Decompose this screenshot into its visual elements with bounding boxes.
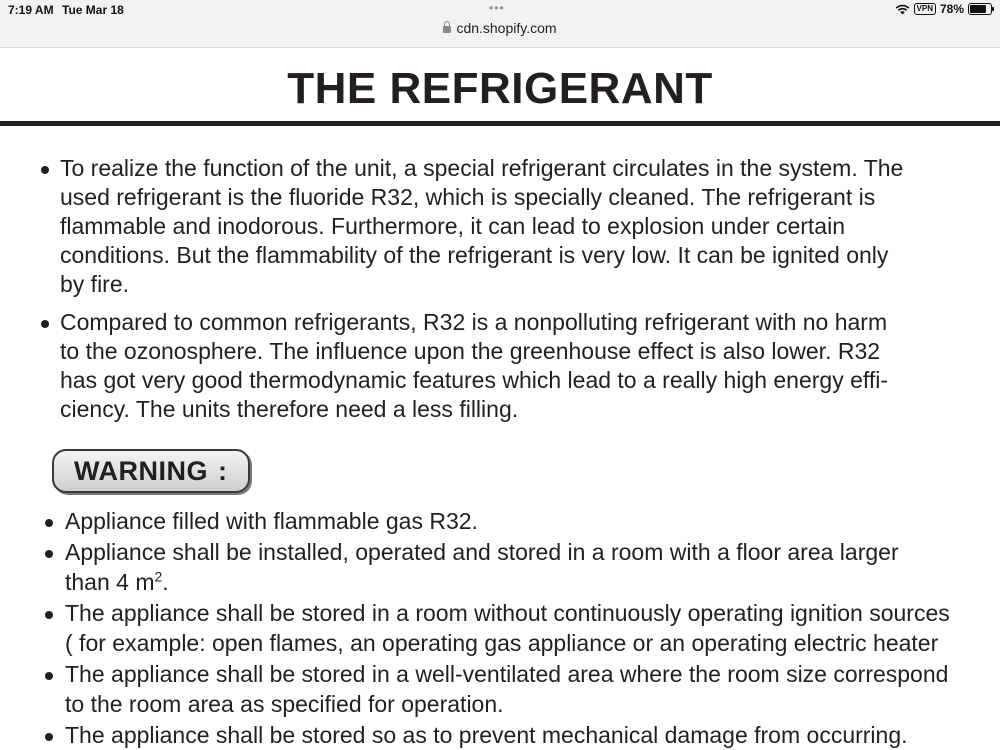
text-line: conditions. But the flammability of the refrigerant is very low. It can be ignited only <box>60 242 889 268</box>
text-line: The appliance shall be stored in a well-ventilated area where the room size correspond <box>65 660 949 687</box>
warning-label: WARNING <box>74 455 208 486</box>
text-tail: . <box>162 569 169 595</box>
status-time: 7:19 AM <box>8 3 54 17</box>
warning-colon: : <box>218 455 227 486</box>
list-item <box>40 154 970 299</box>
text-line: Appliance filled with flammable gas R32. <box>65 508 478 534</box>
status-date: Tue Mar 18 <box>62 3 124 17</box>
text-line: than 4 m <box>65 569 155 595</box>
text-line: flammable and inodorous. Furthermore, it can lead to explosion under certain <box>60 213 845 239</box>
battery-level <box>970 5 986 13</box>
text-line: to the room area as specified for operation. <box>65 691 504 717</box>
list-item <box>44 506 1000 537</box>
battery-percent: 78% <box>939 2 964 16</box>
warning-badge <box>52 449 250 493</box>
vpn-badge: VPN <box>914 3 936 15</box>
text-line: Compared to common refrigerants, R32 is a nonpolluting refrigerant with no harm <box>60 309 888 335</box>
lock-icon <box>443 26 451 33</box>
list-item <box>44 598 1000 659</box>
text-line: to the ozonosphere. The influence upon the greenhouse effect is also lower. R32 <box>60 338 881 364</box>
text-line: To realize the function of the unit, a special refrigerant circulates in the system. The <box>60 155 904 181</box>
text-line: ciency. The units therefore need a less filling. <box>60 396 519 422</box>
address-bar[interactable] <box>0 20 1000 36</box>
list-item <box>44 537 1000 598</box>
text-line: The appliance shall be stored so as to prevent mechanical damage from occurring. <box>65 721 908 748</box>
battery-icon <box>968 3 992 15</box>
list-item <box>44 659 1000 720</box>
browser-top-bar <box>0 0 1000 48</box>
wifi-icon <box>895 4 910 15</box>
status-indicators <box>895 2 992 16</box>
page-title: THE REFRIGERANT <box>287 64 713 113</box>
multitasking-dots-icon[interactable]: ••• <box>489 1 505 15</box>
address-url: cdn.shopify.com <box>456 20 557 36</box>
text-line: ( for example: open flames, an operating gas appliance or an operating electric heater <box>65 630 939 656</box>
list-item <box>44 720 1000 750</box>
text-line: used refrigerant is the fluoride R32, which is specially cleaned. The refrigerant is <box>60 184 876 210</box>
text-line: has got very good thermodynamic features which lead to a really high energy effi- <box>60 367 889 393</box>
refrigerant-paragraph-list <box>40 154 970 433</box>
text-line: The appliance shall be stored in a room without continuously operating ignition sources <box>65 599 950 626</box>
title-divider <box>0 121 1000 126</box>
text-line: Appliance shall be installed, operated and stored in a room with a floor area larger <box>65 538 899 565</box>
text-line: by fire. <box>60 271 130 297</box>
list-item <box>40 308 970 424</box>
warning-list <box>44 506 1000 750</box>
superscript: 2 <box>154 568 163 585</box>
